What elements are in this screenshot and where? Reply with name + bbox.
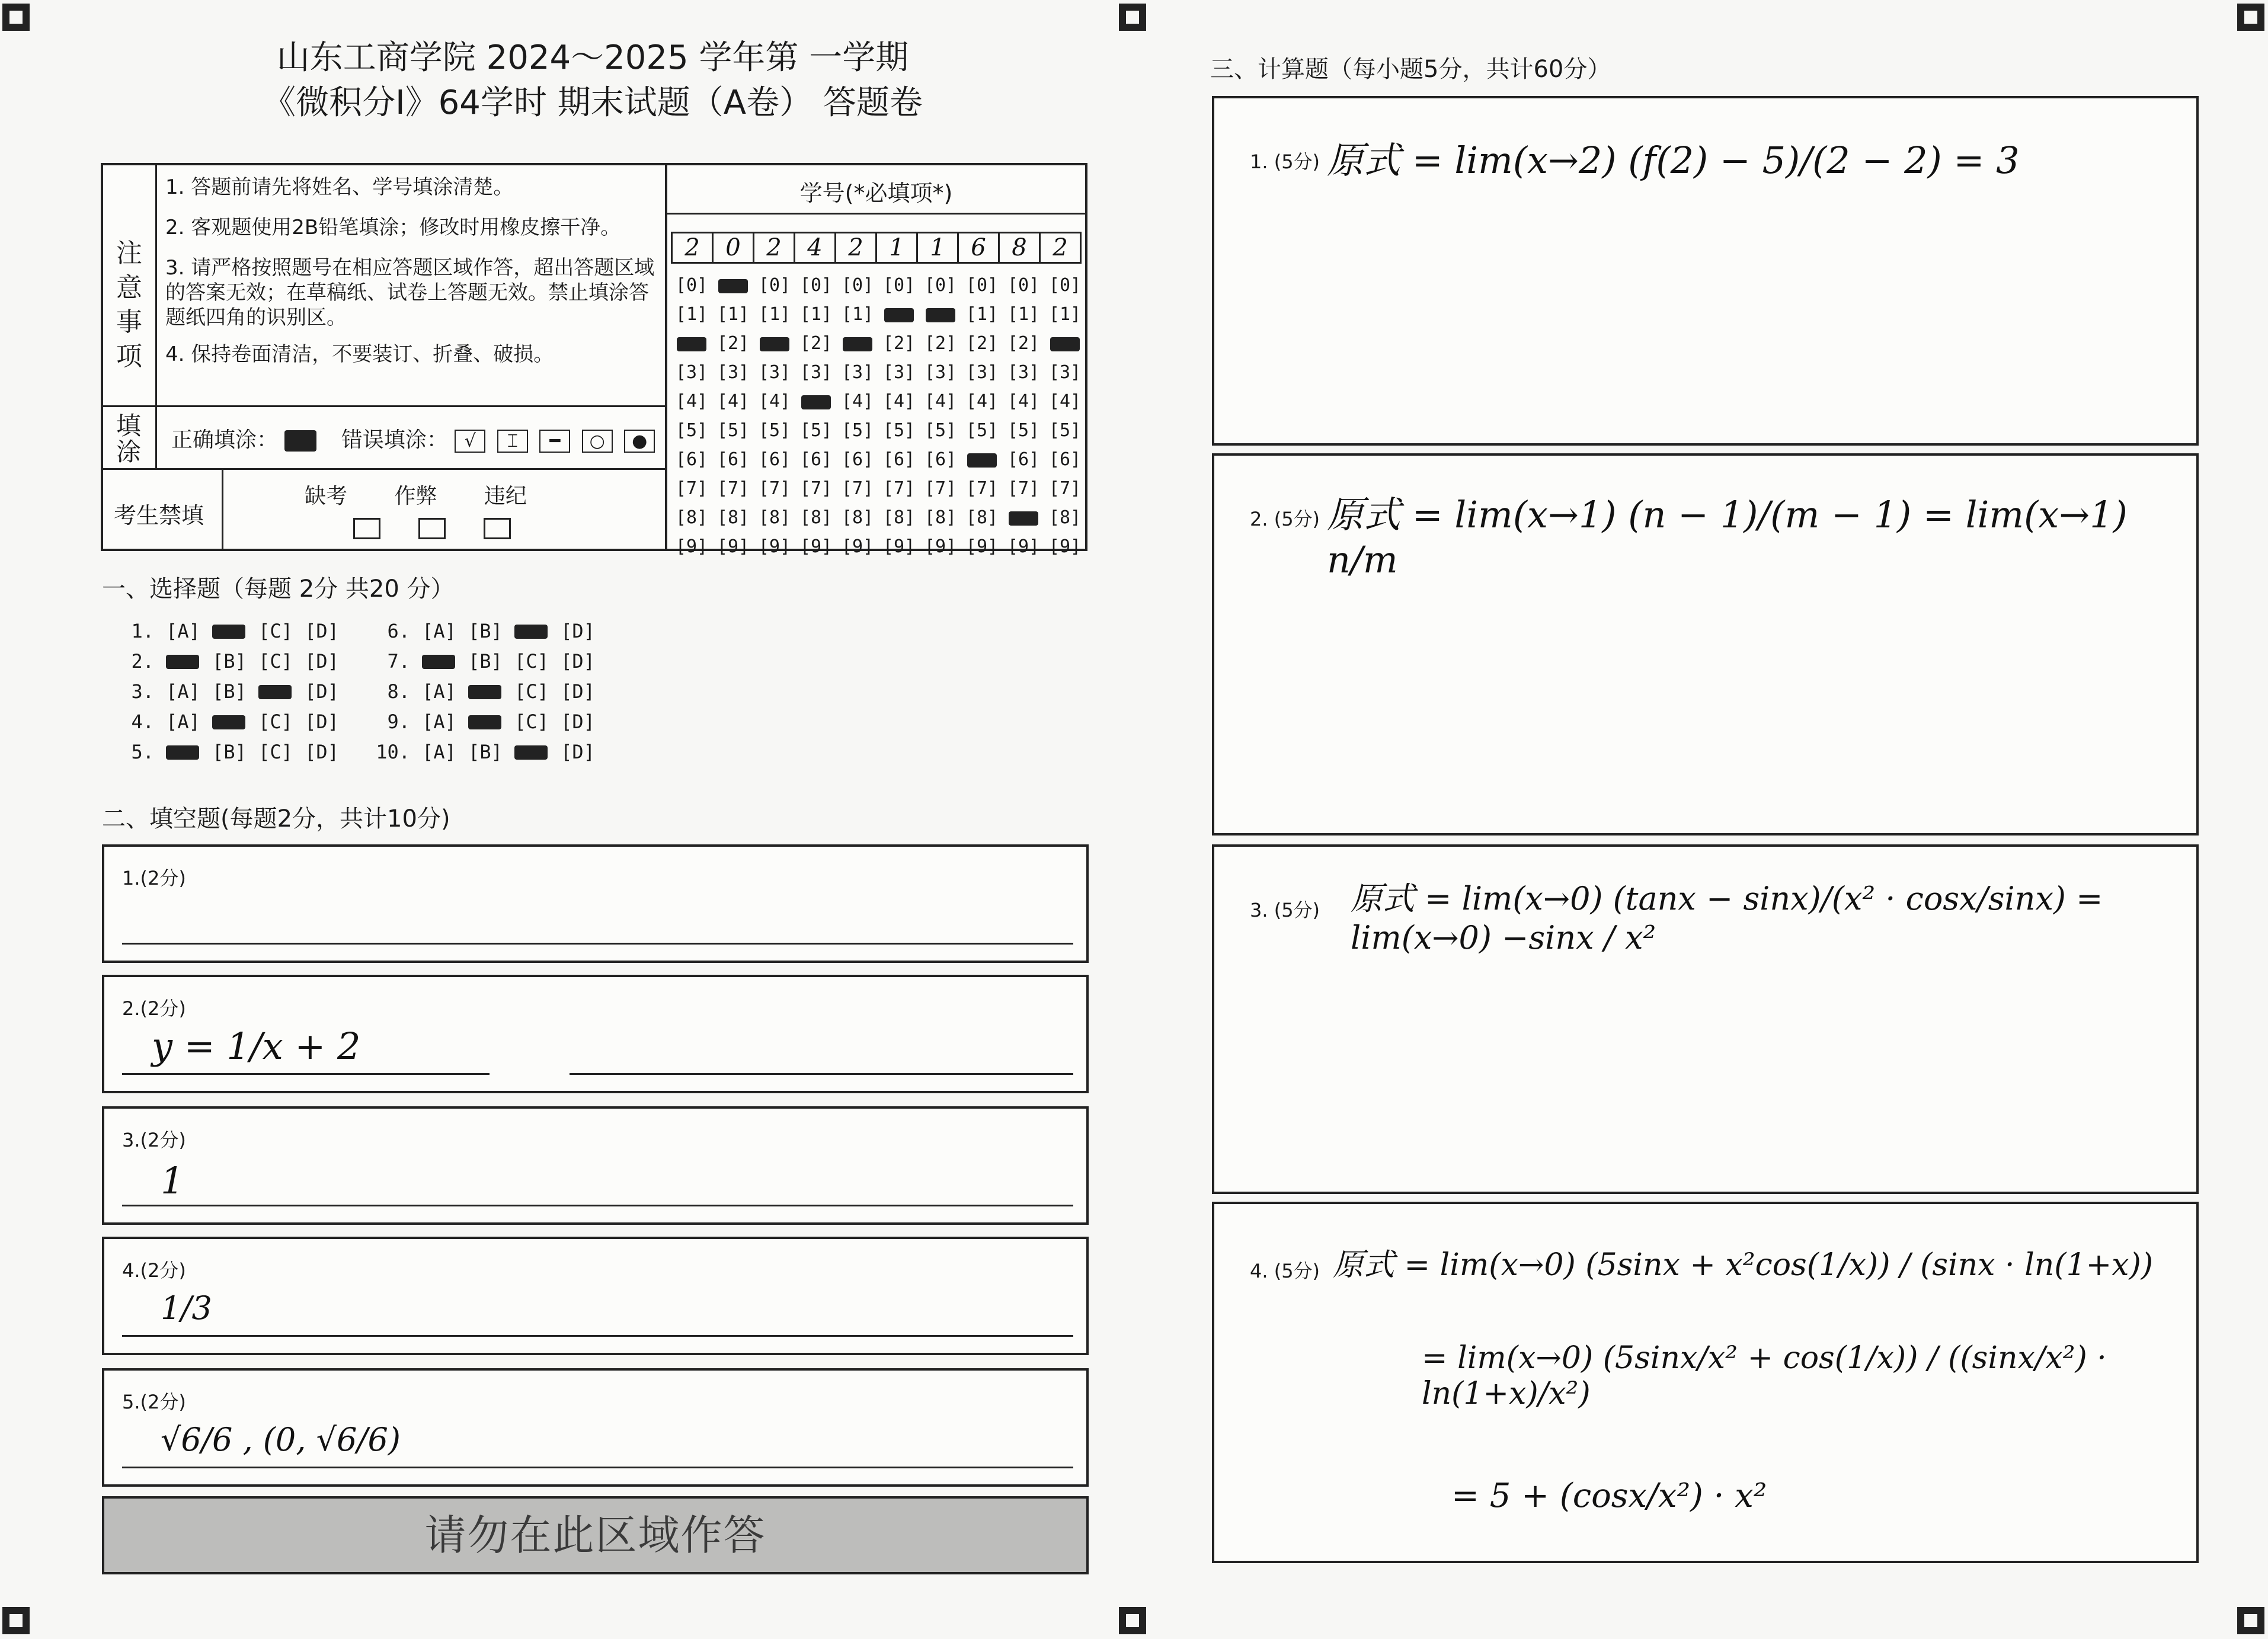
id-bubble-filled[interactable] xyxy=(920,301,961,328)
mc-option[interactable]: [C] xyxy=(514,650,549,673)
status-absent-label: 缺考 xyxy=(305,484,348,508)
id-bubble[interactable]: [6] xyxy=(882,449,916,470)
id-bubble[interactable]: [5] xyxy=(882,420,916,441)
id-bubble-filled[interactable] xyxy=(1003,504,1044,531)
id-bubble[interactable]: [4] xyxy=(965,391,999,412)
id-bubble[interactable]: [7] xyxy=(841,478,874,499)
id-bubble[interactable]: [9] xyxy=(758,536,791,557)
wrong-mark: √ xyxy=(455,430,485,453)
mc-option[interactable]: [D] xyxy=(305,710,339,733)
id-bubble[interactable]: [1] xyxy=(758,304,791,325)
id-bubble-filled[interactable] xyxy=(712,272,754,299)
id-bubble[interactable]: [8] xyxy=(965,507,999,528)
mc-question-number: 1. xyxy=(131,620,154,642)
no-answer-zone-label: 请勿在此区域作答 xyxy=(424,1511,766,1560)
student-id-digit: 2 xyxy=(753,232,795,264)
mc-option[interactable]: [D] xyxy=(561,741,595,763)
student-id-digit: 0 xyxy=(712,232,754,264)
student-id-digit: 2 xyxy=(671,232,714,264)
mc-option[interactable]: [A] xyxy=(166,710,200,733)
id-bubble[interactable]: [5] xyxy=(675,420,708,441)
notice-item: 1. 答题前请先将姓名、学号填涂清楚。 xyxy=(165,175,514,199)
id-bubble[interactable]: [2] xyxy=(882,333,916,354)
id-bubble[interactable]: [6] xyxy=(924,449,957,470)
mc-option[interactable]: [A] xyxy=(422,710,456,733)
id-bubble[interactable]: [2] xyxy=(965,333,999,354)
id-bubble[interactable]: [0] xyxy=(924,275,957,296)
id-bubble[interactable]: [5] xyxy=(1048,420,1082,441)
mc-option[interactable]: [D] xyxy=(305,741,339,763)
mc-option[interactable]: [C] xyxy=(258,741,293,763)
notice-item: 3. 请严格按照题号在相应答题区域作答，超出答题区域的答案无效；在草稿纸、试卷上答题无效。禁止填涂答题纸四角的识别区。 xyxy=(165,256,655,329)
status-violation-label: 违纪 xyxy=(484,484,527,508)
id-bubble[interactable]: [0] xyxy=(675,275,708,296)
id-bubble[interactable]: [1] xyxy=(965,304,999,325)
id-bubble-row xyxy=(671,504,1086,533)
section1-title: 一、选择题（每题 2分 共20 分） xyxy=(102,575,455,603)
id-bubble[interactable]: [7] xyxy=(758,478,791,499)
id-bubble[interactable]: [7] xyxy=(882,478,916,499)
student-id-digit: 8 xyxy=(998,232,1041,264)
id-bubble[interactable]: [2] xyxy=(924,333,957,354)
id-bubble[interactable]: [3] xyxy=(1007,362,1040,383)
id-bubble[interactable]: [1] xyxy=(841,304,874,325)
mc-option[interactable]: [A] xyxy=(166,620,200,642)
calc-label: 2. (5分) xyxy=(1250,508,1320,530)
id-bubble-row xyxy=(671,446,1086,475)
id-bubble[interactable]: [9] xyxy=(924,536,957,557)
mc-question-number: 7. xyxy=(387,650,410,673)
id-bubble-row xyxy=(671,388,1086,417)
id-bubble[interactable]: [0] xyxy=(1048,275,1082,296)
id-bubble[interactable]: [5] xyxy=(841,420,874,441)
id-bubble-filled[interactable] xyxy=(837,330,878,357)
multiple-choice-grid[interactable] xyxy=(113,616,601,767)
mc-question-number: 10. xyxy=(376,741,410,763)
corner-mark-top-right xyxy=(2237,4,2264,31)
mc-option[interactable]: [C] xyxy=(258,620,293,642)
wrong-mark: ○ xyxy=(582,430,613,453)
id-bubble[interactable]: [7] xyxy=(675,478,708,499)
id-bubble[interactable]: [3] xyxy=(924,362,957,383)
mc-question-number: 3. xyxy=(131,680,154,703)
mc-option[interactable]: [D] xyxy=(305,650,339,673)
mc-option-filled[interactable] xyxy=(416,646,462,677)
status-absent-checkbox[interactable] xyxy=(353,518,380,539)
calc-work-line: = lim(x→0) (5sinx/x² + cos(1/x)) / ((sinx/x²) · ln(1+x)/x²) xyxy=(1422,1340,2107,1411)
corner-mark-top-center xyxy=(1119,4,1146,31)
id-bubble[interactable]: [8] xyxy=(1048,507,1082,528)
mc-row xyxy=(113,737,601,767)
id-bubble-filled[interactable] xyxy=(961,446,1003,473)
calc-label: 3. (5分) xyxy=(1250,899,1320,921)
mc-option[interactable]: [B] xyxy=(468,620,503,642)
fill-blank-box-1[interactable] xyxy=(102,844,1089,963)
student-id-digits xyxy=(671,232,1080,264)
fill-blank-answer: y = 1/x + 2 xyxy=(152,1025,361,1068)
id-bubble-row xyxy=(671,330,1086,359)
fill-blank-box-5[interactable] xyxy=(102,1368,1089,1487)
fill-blank-answer: 1 xyxy=(161,1159,184,1202)
id-bubble[interactable]: [3] xyxy=(758,362,791,383)
mc-option[interactable]: [D] xyxy=(561,650,595,673)
id-bubble-filled[interactable] xyxy=(671,330,712,357)
calc-label: 4. (5分) xyxy=(1250,1260,1320,1282)
calc-work-line: = 5 + (cosx/x²) · x² xyxy=(1451,1477,1767,1515)
id-bubble[interactable]: [3] xyxy=(1048,362,1082,383)
notice-item: 2. 客观题使用2B铅笔填涂；修改时用橡皮擦干净。 xyxy=(165,216,621,239)
correct-fill-label: 正确填涂： xyxy=(171,428,279,452)
id-bubble[interactable]: [4] xyxy=(1007,391,1040,412)
id-bubble[interactable]: [3] xyxy=(799,362,833,383)
mc-option-filled[interactable] xyxy=(206,616,252,646)
id-bubble-row xyxy=(671,533,1086,562)
mc-question-number: 5. xyxy=(131,741,154,763)
correct-fill-sample xyxy=(284,430,316,452)
student-id-digit: 1 xyxy=(916,232,959,264)
mc-option[interactable]: [D] xyxy=(305,680,339,703)
mc-option-filled[interactable] xyxy=(462,707,508,737)
id-bubble[interactable]: [8] xyxy=(841,507,874,528)
mc-option-filled[interactable] xyxy=(206,707,252,737)
mc-option[interactable]: [A] xyxy=(422,680,456,703)
id-bubble[interactable]: [0] xyxy=(882,275,916,296)
mc-option[interactable]: [D] xyxy=(305,620,339,642)
exam-status-label: 考生禁填 xyxy=(114,502,204,529)
mc-option[interactable]: [B] xyxy=(468,650,503,673)
id-bubble[interactable]: [2] xyxy=(1007,333,1040,354)
id-bubble[interactable]: [5] xyxy=(1007,420,1040,441)
id-bubble[interactable]: [1] xyxy=(675,304,708,325)
id-bubble[interactable]: [9] xyxy=(675,536,708,557)
id-bubble[interactable]: [6] xyxy=(675,449,708,470)
calc-box-1[interactable] xyxy=(1212,96,2199,446)
id-bubble-filled[interactable] xyxy=(878,301,920,328)
calc-box-3[interactable] xyxy=(1212,844,2199,1194)
mc-option[interactable]: [B] xyxy=(212,680,247,703)
mc-row xyxy=(113,616,601,646)
mc-option[interactable]: [D] xyxy=(561,620,595,642)
id-bubble[interactable]: [1] xyxy=(1048,304,1082,325)
wrong-fill-label: 错误填涂： xyxy=(341,428,448,452)
id-bubble[interactable]: [3] xyxy=(841,362,874,383)
id-bubble[interactable]: [8] xyxy=(882,507,916,528)
id-bubble[interactable]: [7] xyxy=(799,478,833,499)
student-id-bubble-grid[interactable] xyxy=(671,272,1086,562)
student-id-header: 学号(*必填项*) xyxy=(799,180,953,206)
id-bubble[interactable]: [6] xyxy=(799,449,833,470)
title-line-2: 《微积分Ⅰ》64学时 期末试题（A卷） 答题卷 xyxy=(263,83,923,122)
id-bubble[interactable]: [7] xyxy=(1007,478,1040,499)
id-bubble[interactable]: [4] xyxy=(924,391,957,412)
id-bubble[interactable]: [7] xyxy=(1048,478,1082,499)
id-bubble[interactable]: [9] xyxy=(1048,536,1082,557)
fill-blank-label: 5.(2分) xyxy=(122,1391,186,1413)
id-bubble[interactable]: [3] xyxy=(675,362,708,383)
mc-question-number: 6. xyxy=(387,620,410,642)
id-bubble[interactable]: [1] xyxy=(716,304,750,325)
student-id-digit: 2 xyxy=(1039,232,1082,264)
mc-option-filled[interactable] xyxy=(252,677,299,707)
id-bubble[interactable]: [5] xyxy=(716,420,750,441)
notice-item: 4. 保持卷面清洁，不要装订、折叠、破损。 xyxy=(165,342,554,366)
id-bubble[interactable]: [8] xyxy=(924,507,957,528)
mc-option[interactable]: [A] xyxy=(422,620,456,642)
id-bubble[interactable]: [6] xyxy=(1048,449,1082,470)
mc-option[interactable]: [D] xyxy=(561,710,595,733)
header-info-block xyxy=(101,163,1087,557)
id-bubble[interactable]: [4] xyxy=(882,391,916,412)
mc-option[interactable]: [B] xyxy=(212,741,247,763)
mc-option-filled[interactable] xyxy=(160,737,206,767)
corner-mark-bottom-left xyxy=(2,1607,30,1634)
id-bubble[interactable]: [2] xyxy=(799,333,833,354)
no-answer-zone xyxy=(102,1496,1089,1574)
mc-question-number: 4. xyxy=(131,710,154,733)
mc-row xyxy=(113,677,601,707)
id-bubble[interactable]: [1] xyxy=(1007,304,1040,325)
notice-list xyxy=(165,175,657,367)
id-bubble[interactable]: [4] xyxy=(841,391,874,412)
mc-option[interactable]: [D] xyxy=(561,680,595,703)
id-bubble[interactable]: [4] xyxy=(716,391,750,412)
fill-blank-box-2[interactable] xyxy=(102,975,1089,1093)
section3-title: 三、计算题（每小题5分，共计60分） xyxy=(1210,56,1611,83)
fill-blank-box-4[interactable] xyxy=(102,1237,1089,1355)
fill-blank-label: 4.(2分) xyxy=(122,1259,186,1282)
calc-box-2[interactable] xyxy=(1212,453,2199,835)
fill-blank-label: 1.(2分) xyxy=(122,867,186,889)
student-id-digit: 6 xyxy=(957,232,1000,264)
wrong-mark: ● xyxy=(624,430,655,453)
id-bubble[interactable]: [4] xyxy=(1048,391,1082,412)
id-bubble[interactable]: [9] xyxy=(799,536,833,557)
id-bubble[interactable]: [8] xyxy=(758,507,791,528)
id-bubble[interactable]: [8] xyxy=(716,507,750,528)
mc-question-number: 2. xyxy=(131,650,154,673)
corner-mark-bottom-right xyxy=(2237,1607,2264,1634)
id-bubble-row xyxy=(671,475,1086,504)
fill-blank-label: 2.(2分) xyxy=(122,997,186,1020)
id-bubble[interactable]: [8] xyxy=(675,507,708,528)
page-title xyxy=(101,36,1085,125)
corner-mark-bottom-center xyxy=(1119,1607,1146,1634)
mc-option[interactable]: [C] xyxy=(258,710,293,733)
student-id-digit: 2 xyxy=(834,232,877,264)
wrong-mark: ⌶ xyxy=(497,430,528,453)
mc-option-filled[interactable] xyxy=(508,737,555,767)
id-bubble-row xyxy=(671,272,1086,301)
id-bubble[interactable]: [8] xyxy=(799,507,833,528)
mc-option-filled[interactable] xyxy=(462,677,508,707)
id-bubble[interactable]: [6] xyxy=(1007,449,1040,470)
calc-label: 1. (5分) xyxy=(1250,151,1320,173)
calc-work-line: 原式 = lim(x→2) (f(2) − 5)/(2 − 2) = 3 xyxy=(1327,139,2020,182)
mc-option[interactable]: [C] xyxy=(514,710,549,733)
id-bubble[interactable]: [3] xyxy=(716,362,750,383)
mc-option[interactable]: [B] xyxy=(468,741,503,763)
id-bubble[interactable]: [5] xyxy=(965,420,999,441)
mc-option[interactable]: [B] xyxy=(212,650,247,673)
notice-side-label: 注意事项 xyxy=(116,238,142,372)
status-cheat-label: 作弊 xyxy=(394,484,437,508)
student-id-digit: 1 xyxy=(875,232,918,264)
mc-question-number: 9. xyxy=(387,710,410,733)
id-bubble[interactable]: [9] xyxy=(716,536,750,557)
mc-option-filled[interactable] xyxy=(508,616,555,646)
id-bubble[interactable]: [6] xyxy=(758,449,791,470)
mc-row xyxy=(113,707,601,737)
id-bubble[interactable]: [0] xyxy=(799,275,833,296)
exam-status-options xyxy=(305,479,567,510)
fill-side-label: 填涂 xyxy=(116,411,142,466)
mc-option[interactable]: [C] xyxy=(258,650,293,673)
fill-blank-answer: 1/3 xyxy=(161,1289,212,1327)
student-id-digit: 4 xyxy=(794,232,836,264)
fill-blank-label: 3.(2分) xyxy=(122,1129,186,1151)
id-bubble[interactable]: [3] xyxy=(882,362,916,383)
mc-question-number: 8. xyxy=(387,680,410,703)
calc-work-line: 原式 = lim(x→1) (n − 1)/(m − 1) = lim(x→1) n/m xyxy=(1327,493,2128,581)
status-cheat-checkbox[interactable] xyxy=(418,518,446,539)
id-bubble[interactable]: [7] xyxy=(965,478,999,499)
id-bubble-filled[interactable] xyxy=(754,330,795,357)
id-bubble[interactable]: [9] xyxy=(841,536,874,557)
id-bubble[interactable]: [1] xyxy=(799,304,833,325)
id-bubble[interactable]: [4] xyxy=(758,391,791,412)
id-bubble[interactable]: [5] xyxy=(758,420,791,441)
fill-blank-answer: √6/6 , (0, √6/6) xyxy=(161,1421,401,1458)
fill-blank-box-3[interactable] xyxy=(102,1106,1089,1225)
calc-work-line: 原式 = lim(x→0) (5sinx + x²cos(1/x)) / (sinx · ln(1+x)) xyxy=(1333,1247,2154,1283)
wrong-mark: ━ xyxy=(539,430,570,453)
id-bubble[interactable]: [0] xyxy=(1007,275,1040,296)
id-bubble[interactable]: [9] xyxy=(965,536,999,557)
id-bubble[interactable]: [9] xyxy=(882,536,916,557)
id-bubble-row xyxy=(671,301,1086,330)
mc-option-filled[interactable] xyxy=(160,646,206,677)
id-bubble-row xyxy=(671,359,1086,388)
id-bubble[interactable]: [4] xyxy=(675,391,708,412)
mc-option[interactable]: [C] xyxy=(514,680,549,703)
id-bubble[interactable]: [0] xyxy=(841,275,874,296)
mc-option[interactable]: [A] xyxy=(422,741,456,763)
id-bubble-filled[interactable] xyxy=(1044,330,1086,357)
id-bubble[interactable]: [6] xyxy=(841,449,874,470)
id-bubble[interactable]: [5] xyxy=(924,420,957,441)
id-bubble[interactable]: [2] xyxy=(716,333,750,354)
id-bubble-row xyxy=(671,417,1086,446)
status-violation-checkbox[interactable] xyxy=(484,518,511,539)
id-bubble-filled[interactable] xyxy=(795,388,837,415)
mc-row xyxy=(113,646,601,677)
id-bubble[interactable]: [0] xyxy=(758,275,791,296)
id-bubble[interactable]: [5] xyxy=(799,420,833,441)
mc-option[interactable]: [A] xyxy=(166,680,200,703)
id-bubble[interactable]: [7] xyxy=(924,478,957,499)
fill-guide xyxy=(171,423,655,453)
corner-mark-top-left xyxy=(2,4,30,31)
id-bubble[interactable]: [0] xyxy=(965,275,999,296)
id-bubble[interactable]: [6] xyxy=(716,449,750,470)
title-line-1: 山东工商学院 2024～2025 学年第 一学期 xyxy=(276,39,909,77)
id-bubble[interactable]: [3] xyxy=(965,362,999,383)
calc-work-line: 原式 = lim(x→0) (tanx − sinx)/(x² · cosx/sinx) = lim(x→0) −sinx / x² xyxy=(1351,880,2103,956)
id-bubble[interactable]: [7] xyxy=(716,478,750,499)
id-bubble[interactable]: [9] xyxy=(1007,536,1040,557)
section2-title: 二、填空题(每题2分，共计10分) xyxy=(102,805,450,833)
calc-box-4[interactable] xyxy=(1212,1202,2199,1563)
